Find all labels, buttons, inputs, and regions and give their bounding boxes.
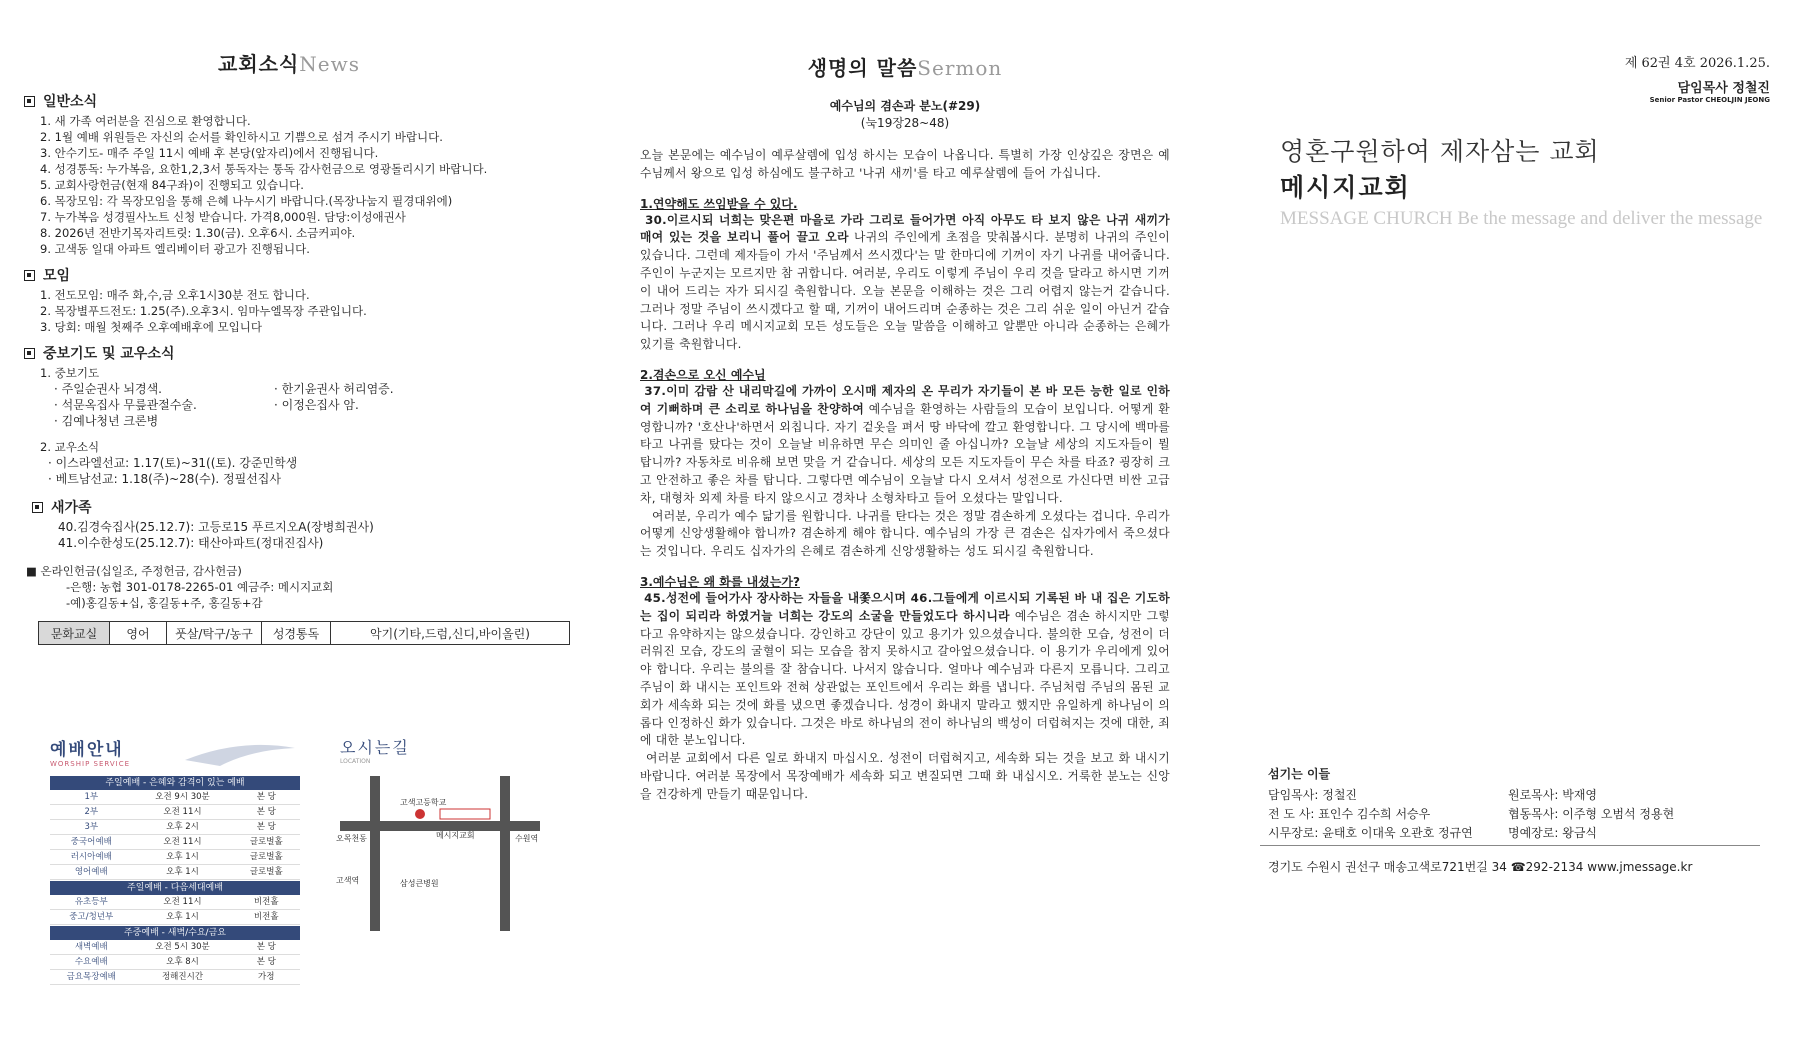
point3-text: 예수님은 겸손 하시지만 그렇다고 유약하지는 않으셨습니다. 강인하고 강단이 있고 용기가 있으셨습니다. 불의한 모습, 성전이 더러워진 모습, 강도의 굴혈이 되는 모습을 참지 못하시고 갈아엎으셨습니다. 이 용기가 우리에게 있어야 합니다. 우리는 불의를 잘 참습니다. 나서지 않습니다. 얼마나 예수님과 다른지 모릅니다. 그리고 주님이 화 내시는 포인트와 전혀 상관없는 포인트에서 우리는 화를 냅니다. 주님처럼 주님의 몸된 교회가 세속화 되는 것에 화를 냈으면 좋겠습니다. 성경이 화내지 말라고 했지만 유일하게 하나님이 의롭다 인정하신 화가 있습니다. 그것은 바로 하나님의 전이 하나님의 백성이 더럽혀지는 것에 대한, 죄에 대한 분노입니다.	[640, 608, 1170, 748]
prayer-item: · 석문옥집사 무릎관절수술.	[54, 398, 197, 412]
offering-example: -예)홍길동+십, 홍길동+주, 홍길동+감	[66, 596, 263, 610]
worship-cell: 글로벌홀	[249, 852, 283, 862]
point1-verse: 30.이르시되 너희는 맞은편 마을로 가라 그리로 들어가면 아직 아무도 타 보지 않은 나귀 새끼가 매여 있는 것을 보리니 풀어 끌고 오라	[640, 212, 1170, 245]
general-heading-text: 일반소식	[43, 94, 98, 110]
general-news-item: 1. 새 가족 여러분을 진심으로 환영합니다.	[40, 114, 251, 128]
general-news-section	[24, 91, 584, 257]
sermon-subject: 예수님의 겸손과 분노(#29)	[829, 99, 981, 113]
offering-title: ■ 온라인헌금(십일조, 주정헌금, 감사헌금)	[26, 564, 242, 578]
staff-title: 섬기는 이들	[1268, 767, 1331, 781]
worship-cell: 가정	[258, 972, 275, 982]
general-news-item: 2. 1월 예배 위원들은 자신의 순서를 확인하시고 기쁨으로 섬겨 주시기 바랍니다.	[40, 130, 443, 144]
worship-cell: 오전 11시	[163, 837, 202, 847]
newfamily-list	[40, 519, 584, 551]
member-news-list	[30, 455, 584, 487]
point1-heading: 1.연약해도 쓰임받을 수 있다.	[640, 196, 798, 211]
point2-heading: 2.겸손으로 오신 예수님	[640, 367, 766, 382]
staff-right: 명예장로: 왕금식	[1508, 826, 1598, 840]
sermon-intro: 오늘 본문에는 예수님이 예루살렘에 입성 하시는 모습이 나옵니다. 특별히 가장 인상깊은 장면은 예수님께서 왕으로 입성 하심에도 불구하고 '나귀 새끼'를 타고 예루살렘에 들어 가십니다.	[640, 148, 1170, 180]
staff-list	[1268, 786, 1748, 843]
point2-verse: 37.이미 감람 산 내리막길에 가까이 오시매 제자의 온 무리가 자기들이 본 바 모든 능한 일로 인하여 기뻐하며 큰 소리로 하나님을 찬양하여	[640, 383, 1170, 416]
church-info-column	[1250, 40, 1770, 874]
prayer-sub-heading: 1. 중보기도	[40, 366, 100, 380]
checkbox-square-icon	[24, 96, 35, 107]
worship-table	[50, 776, 300, 985]
point2-text: 예수님을 환영하는 사람들의 모습이 보입니다. 어떻게 환영합니까? '호산나'하면서 외칩니다. 자기 겉옷을 펴서 땅 바닥에 깔고 환영합니다. 그 당시에 백마를 타고 나귀를 탔다는 것이 오늘날 비유하면 무슨 의미인 줄 아십니까? 오늘날 세상의 지도자들이 뭘 탑니까? 자동차로 비유해 보면 맞을 거 같습니다. 세상의 모든 지도자들이 무슨 차를 타죠? 굉장히 크고 안전하고 좋은 차를 탑니다. 그렇다면 예수님이 오늘날 다시 오셔서 성전으로 가신다면 비싼 고급차, 대형차 외제 차를 타지 않으시고 경차나 소형차타고 들어 오셨다는 말입니다.	[640, 401, 1171, 505]
point3-text2: 여러분 교회에서 다른 일로 화내지 마십시오. 성전이 더럽혀지고, 세속화 되는 것을 보고 화 내시기 바랍니다. 여러분 목장에서 목장예배가 세속화 되고 변질되면 그때 화 내십시오. 거룩한 분노는 신앙을 건강하게 만들기 때문입니다.	[640, 751, 1170, 801]
general-news-item: 6. 목장모임: 각 목장모임을 통해 은혜 나누시기 바랍니다.(목장나눔지 필경대위에)	[40, 194, 453, 208]
staff-left: 전 도 사: 표인수 김수희 서승우	[1268, 807, 1431, 821]
worship-row	[50, 955, 300, 970]
staff-left: 담임목사: 정철진	[1268, 788, 1358, 802]
point3-verse: 45.성전에 들어가사 장사하는 자들을 내쫓으시며 46.그들에게 이르시되 기록된 바 내 집은 기도하는 집이 되리라 하였거늘 너희는 강도의 소굴을 만들었도다 하시니라	[640, 590, 1170, 623]
worship-row	[50, 910, 300, 925]
worship-row	[50, 805, 300, 820]
culture-class-table	[38, 621, 570, 645]
member-news-heading: 2. 교우소식	[40, 440, 100, 454]
checkbox-square-icon	[24, 348, 35, 359]
map-label-suwon: 수원역	[515, 834, 539, 843]
worship-cell: 본 당	[256, 822, 276, 832]
church-name: 메시지교회	[1280, 173, 1411, 202]
map-label-hospital: 삼성큰병원	[400, 879, 439, 888]
location-subtitle: LOCATION	[340, 758, 371, 765]
worship-cell: 오후 1시	[166, 867, 199, 877]
point2-text2: 여러분, 우리가 예수 닮기를 원합니다. 나귀를 탄다는 것은 정말 겸손하게 오셨다는 겁니다. 우리가 어떻게 신앙생활해야 합니까? 겸손하게 해야 합니다. 예수님의 가장 큰 겸손은 십자가에서 죽으셨다는 것입니다. 우리도 십자가의 은혜로 겸손하게 신앙생활하는 성도 되시길 축원합니다.	[640, 508, 1170, 559]
worship-row	[50, 835, 300, 850]
worship-cell: 오전 11시	[163, 807, 202, 817]
sermon-scripture: (눅19장28~48)	[860, 116, 950, 130]
general-news-item: 3. 안수기도- 매주 주일 11시 예배 후 본당(앞자리)에서 진행됩니다.	[40, 146, 379, 160]
meeting-section	[24, 265, 584, 335]
prayer-list-right	[256, 381, 394, 429]
tab-bible-reading: 성경통독	[262, 622, 331, 644]
dove-logo-icon	[180, 738, 300, 768]
newfamily-heading	[32, 497, 584, 517]
worship-row	[50, 940, 300, 955]
worship-cell: 본 당	[256, 792, 276, 802]
staff-row	[1268, 824, 1748, 843]
staff-left: 시무장로: 윤태호 이대욱 오관호 정규연	[1268, 826, 1473, 840]
worship-cell: 본 당	[256, 942, 276, 952]
worship-cell: 글로벌홀	[249, 837, 283, 847]
newfamily-section	[32, 497, 584, 551]
prayer-list	[36, 381, 584, 429]
worship-cell: 본 당	[256, 957, 276, 967]
staff-right: 원로목사: 박재영	[1508, 788, 1598, 802]
newfamily-item: 41.이수한성도(25.12.7): 태산아파트(정대진집사)	[58, 536, 324, 550]
location-map	[336, 735, 545, 965]
prayer-list-left	[36, 381, 256, 429]
worship-row	[50, 820, 300, 835]
meeting-list	[24, 287, 584, 335]
worship-cell: 오후 2시	[166, 822, 199, 832]
general-news-item: 8. 2026년 전반기목자리트릿: 1.30(금). 오후6시. 소금커피야.	[40, 226, 356, 240]
staff-section	[1268, 765, 1748, 843]
worship-cell: 비전홀	[253, 912, 279, 922]
road-vertical-left	[370, 776, 380, 931]
worship-section-head: 주일예배 - 다음세대예배	[50, 881, 300, 895]
worship-cell: 정해진시간	[161, 972, 204, 982]
news-title-en: News	[299, 52, 360, 76]
checkbox-square-icon	[32, 502, 43, 513]
worship-cell: 오후 8시	[166, 957, 199, 967]
worship-cell: 비전홀	[253, 897, 279, 907]
tab-culture-class: 문화교실	[39, 622, 110, 644]
divider-line	[1260, 845, 1760, 846]
tab-english: 영어	[110, 622, 167, 644]
worship-row	[50, 895, 300, 910]
issue-info: 제 62권 4호 2026.1.25.	[1624, 56, 1770, 71]
offering-section	[26, 563, 584, 611]
tab-instruments: 악기(기타,드럼,신디,바이올린)	[370, 626, 530, 641]
general-news-list	[24, 113, 584, 257]
prayer-item: · 이정은집사 암.	[274, 398, 359, 412]
general-news-heading	[24, 91, 584, 111]
worship-row	[50, 850, 300, 865]
worship-row	[50, 970, 300, 985]
general-news-item: 5. 교회사랑헌금(현재 84구좌)이 진행되고 있습니다.	[40, 178, 304, 192]
point3-body	[640, 590, 1170, 750]
prayer-item: · 김예나청년 크론병	[54, 414, 159, 428]
meeting-heading	[24, 265, 584, 285]
sermon-title-en: Sermon	[917, 56, 1003, 80]
point2-body	[640, 383, 1170, 508]
prayer-item: · 한기윤권사 허리염증.	[274, 382, 394, 396]
map-label-omok: 오목천동	[336, 834, 367, 843]
worship-cell: 오전 9시 30분	[155, 792, 210, 802]
map-label-gosaek: 고색역	[336, 876, 360, 885]
staff-row	[1268, 805, 1748, 824]
point1-text: 나귀의 주인에게 초점을 맞춰봅시다. 분명히 나귀의 주인이 있습니다. 그런데 제자들이 가서 '주님께서 쓰시겠다'는 말 한마디에 기꺼이 자기 나귀를 내어줍니다. 주인이 누군지는 모르지만 참 귀합니다. 여러분, 우리도 이렇게 주님이 우리 것을 달라고 하시면 기꺼이 내어 드리는 자가 되시길 축원합니다. 오늘 본문을 이해하는 것은 그리 어렵지 않는거 같습니다. 그러나 정말 주님이 쓰시겠다고 할 때, 기꺼이 내어드리며 순종하는 것은 그리 쉬운 일이 아닌거 같습니다. 그러나 우리 메시지교회 모든 성도들은 오늘 말씀을 이해하고 알뿐만 아니라 순종하는 은혜가 있기를 축원합니다.	[640, 230, 1170, 352]
staff-row	[1268, 786, 1748, 805]
map-label-church: 메시지교회	[436, 831, 475, 840]
prayer-heading	[24, 343, 584, 363]
worship-section-head: 주일예배 - 은혜와 감격이 있는 예배	[50, 776, 300, 790]
road-vertical-right	[500, 776, 510, 931]
worship-row	[50, 790, 300, 805]
senior-pastor-en: Senior Pastor CHEOLJIN JEONG	[1649, 96, 1770, 104]
general-news-item: 9. 고색동 일대 아파트 엘리베이터 광고가 진행됩니다.	[40, 242, 310, 256]
prayer-section	[24, 343, 584, 487]
news-title-kr: 교회소식	[218, 52, 300, 76]
newfamily-heading-text: 새가족	[51, 500, 92, 516]
meeting-heading-text: 모임	[43, 268, 71, 284]
map-label-school: 고색고등학교	[400, 798, 447, 807]
checkbox-square-icon	[24, 270, 35, 281]
worship-cell: 오전 11시	[163, 897, 202, 907]
news-title	[0, 48, 584, 77]
general-news-item: 7. 누가복음 성경필사노트 신청 받습니다. 가격8,000원. 담당:이성애권사	[40, 210, 406, 224]
point3-heading: 3.예수님은 왜 화를 내셨는가?	[640, 574, 800, 589]
worship-cell: 러시아예배	[70, 852, 112, 862]
tab-sports: 풋살/탁구/농구	[167, 622, 262, 644]
meeting-item: 2. 목장별푸드전도: 1.25(주).오후3시. 임마누엘목장 주관입니다.	[40, 304, 367, 318]
worship-subtitle: WORSHIP SERVICE	[50, 760, 131, 768]
member-news-item: · 이스라엘선교: 1.17(토)~31((토). 강준민학생	[48, 456, 298, 470]
worship-cell: 금요목장예배	[66, 972, 116, 982]
worship-cell: 본 당	[256, 807, 276, 817]
member-news-item: · 베트남선교: 1.18(주)~28(수). 정필선집사	[48, 472, 281, 486]
worship-cell: 수요예배	[74, 957, 108, 967]
sermon-title	[640, 52, 1170, 81]
point1-body	[640, 212, 1170, 354]
worship-cell: 글로벌홀	[249, 867, 283, 877]
church-motto: MESSAGE CHURCH Be the message and deliver the message	[1280, 208, 1763, 229]
worship-section-head: 주중예배 - 새벽/수요/금요	[50, 926, 300, 940]
worship-cell: 새벽예배	[74, 942, 108, 952]
worship-cell: 영어예배	[74, 867, 108, 877]
sermon-title-kr: 생명의 말씀	[807, 56, 918, 80]
location-title: 오시는길	[340, 738, 410, 757]
meeting-item: 3. 당회: 매월 첫째주 오후예배후에 모입니다	[40, 320, 262, 334]
location-pin-icon	[415, 809, 425, 819]
church-slogan: 영혼구원하여 제자삼는 교회	[1280, 137, 1600, 166]
worship-title: 예배안내	[50, 740, 124, 760]
meeting-item: 1. 전도모임: 매주 화,수,금 오후1시30분 전도 합니다.	[40, 288, 310, 302]
worship-cell: 오후 1시	[166, 852, 199, 862]
sermon-column	[640, 40, 1170, 804]
worship-cell: 1부	[84, 792, 99, 802]
staff-right: 협동목사: 이주형 오범석 정용현	[1508, 807, 1675, 821]
prayer-item: · 주일순권사 뇌경색.	[54, 382, 162, 396]
worship-cell: 중고/청년부	[69, 912, 114, 922]
worship-cell: 오전 5시 30분	[155, 942, 210, 952]
general-news-item: 4. 성경통독: 누가복음, 요한1,2,3서 통독자는 통독 감사헌금으로 영광돌리시기 바랍니다.	[40, 162, 488, 176]
offering-bank: -은행: 농협 301-0178-2265-01 예금주: 메시지교회	[66, 580, 334, 594]
worship-cell: 오후 1시	[166, 912, 199, 922]
worship-guide	[50, 735, 300, 985]
newfamily-item: 40.김경숙집사(25.12.7): 고등로15 푸르지오A(장병희권사)	[58, 520, 374, 534]
worship-row	[50, 865, 300, 880]
worship-cell: 2부	[84, 807, 99, 817]
church-address: 경기도 수원시 권선구 매송고색로721번길 34 ☎292-2134 www.jmessage.kr	[1268, 860, 1693, 874]
worship-cell: 유초등부	[74, 897, 108, 907]
worship-cell: 3부	[84, 822, 99, 832]
senior-pastor: 담임목사 정철진	[1677, 81, 1770, 96]
worship-cell: 중국어예배	[70, 837, 112, 847]
church-marker-box	[440, 809, 490, 819]
prayer-heading-text: 중보기도 및 교우소식	[43, 346, 175, 362]
